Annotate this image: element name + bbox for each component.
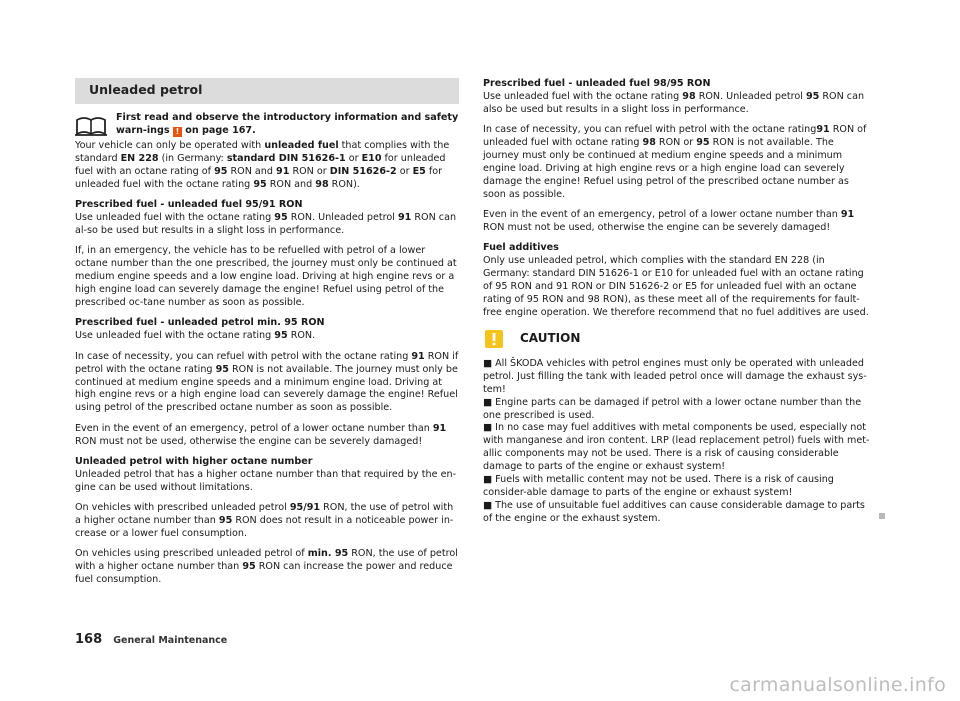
paragraph: Even in the event of an emergency, petrol of a lower octane number than 91 RON must not be used, otherwise the engine can be severely damaged! (75, 422, 447, 447)
paragraph: Your vehicle can only be operated with unleaded fuel that complies with the standard EN 228 (in Germany: standard DIN 51626-1 or E10 for unleaded fuel with an octane rating of 95 RON and 91 RON or DIN 51626-2 or E5 for unleaded fuel with the octane rating 95 RON and 98 RON). (75, 140, 450, 190)
caution-item: ■ All ŠKODA vehicles with petrol engines must only be operated with unleaded petrol. Just filling the tank with leaded petrol once will damage the exhaust sys-tem! (483, 357, 867, 395)
paragraph: Unleaded petrol with higher octane number Unleaded petrol that has a higher octane number than that required by the en-gine can be used without limitations. (75, 456, 457, 493)
caution-item: ■ The use of unsuitable fuel additives can cause considerable damage to parts of the engine or the exhaust system. (483, 499, 865, 524)
paragraph: On vehicles with prescribed unleaded petrol 95/91 RON, the use of petrol with a higher octane number than 95 RON does not result in a noticeable power in-crease or a lower fuel consumption. (75, 502, 454, 540)
caution-icon (485, 330, 503, 348)
paragraph: In case of necessity, you can refuel with petrol with the octane rating91 RON of unleaded fuel with octane rating 98 RON or 95 RON is not available. The journey must only be continued at medium engine speeds and a minimum engine load. Driving at high engine revs or a high engine load can severely damage the engine! Refuel using petrol of the prescribed octane number as soon as possible. (483, 124, 867, 200)
chapter-label: General Maintenance (113, 635, 228, 646)
paragraph: On vehicles using prescribed unleaded petrol of min. 95 RON, the use of petrol with a higher octane number than 95 RON can increase the power and reduce fuel consumption. (75, 548, 458, 586)
open-book-icon (75, 114, 107, 136)
paragraph: If, in an emergency, the vehicle has to be refuelled with petrol of a lower octane number than the one prescribed, the journey must only be continued at medium engine speeds and a low engine load. Driving at high engine revs or a high engine load can severely damage the engine! Refuel using petrol of the prescribed oc-tane number as soon as possible. (75, 245, 457, 308)
caution-title: CAUTION (520, 330, 581, 345)
paragraph: Fuel additives Only use unleaded petrol, which complies with the standard EN 228 (in Germany: standard DIN 51626-1 or E10 for unleaded fuel with an octane rating of 95 RON and 91 RON or DIN 51626-2 or E5 for unleaded fuel with an octane rating of 95 RON and 98 RON), as these meet all of the requirements for fault-free engine operation. We therefore recommend that no fuel additives are used. (483, 242, 869, 318)
caution-item: ■ Engine parts can be damaged if petrol with a lower octane number than the one prescribed is used. (483, 396, 862, 421)
warning-icon: ! (173, 127, 182, 137)
section-end-marker (879, 511, 885, 524)
paragraph: Even in the event of an emergency, petrol of a lower octane number than 91 RON must not be used, otherwise the engine can be severely damaged! (483, 209, 855, 234)
right-column (483, 78, 871, 526)
intro-reference[interactable]: on page 167. (185, 124, 256, 136)
paragraph: In case of necessity, you can refuel with petrol with the octane rating 91 RON if petrol with the octane rating 95 RON is not available. The journey must only be continued at medium engine speeds and a minimum engine load. Driving at high engine revs or a high engine load can severely damage the engine! Refuel using petrol of the prescribed octane number as soon as possible. (75, 350, 459, 414)
page-number: 168 (75, 632, 103, 647)
intro-text: First read and observe the introductory information and safety warn-ings (116, 112, 459, 136)
paragraph: Prescribed fuel - unleaded fuel 95/91 RON Use unleaded fuel with the octane rating 95 RON. Unleaded petrol 91 RON can al-so be used but results in a slight loss in performance. (75, 199, 457, 236)
paragraph: Prescribed fuel - unleaded fuel 98/95 RON Use unleaded fuel with the octane rating 98 RON. Unleaded petrol 95 RON can also be used but results in a slight loss in performance. (483, 78, 865, 115)
caution-item: ■ Fuels with metallic content may not be used. There is a risk of causing consider-able damage to parts of the engine or exhaust system! (483, 474, 834, 498)
page-footer (75, 628, 227, 647)
left-column (75, 78, 459, 595)
watermark: carmanualsonline.info (729, 674, 946, 696)
section-header (75, 78, 459, 104)
subheading: Prescribed fuel - unleaded fuel 98/95 RON (483, 78, 711, 89)
caution-item: ■ In no case may fuel additives with metal components be used, especially not with manganese and iron content. LRP (lead replacement petrol) fuels with met-allic components may not be used. There is a risk of causing considerable damage to parts of the engine or exhaust system! (483, 422, 870, 473)
paragraph: Prescribed fuel - unleaded petrol min. 95 RON Use unleaded fuel with the octane rating 95 RON. (75, 317, 325, 342)
caution-header (483, 330, 871, 350)
caution-list (483, 358, 871, 526)
section-title: Unleaded petrol (89, 82, 203, 97)
subheading: Fuel additives (483, 242, 559, 254)
subheading: Prescribed fuel - unleaded petrol min. 95 RON (75, 317, 325, 329)
intro-note (75, 112, 459, 140)
subheading: Prescribed fuel - unleaded fuel 95/91 RON (75, 199, 303, 211)
subheading: Unleaded petrol with higher octane number (75, 456, 313, 468)
